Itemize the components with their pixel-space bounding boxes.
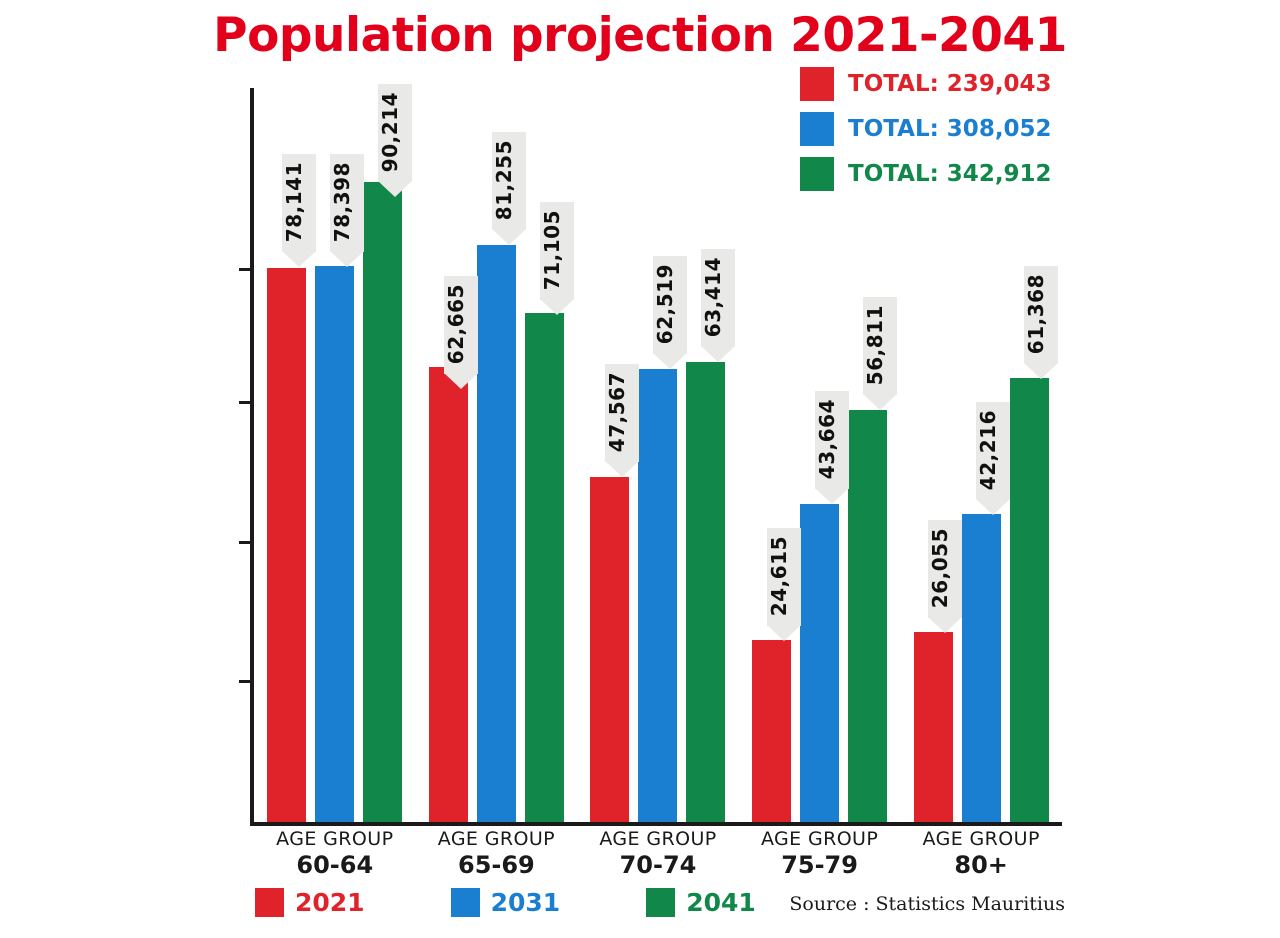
bar-value-callout-2031: 78,398 [330, 154, 364, 252]
bar-group-60-64 [254, 88, 416, 822]
total-label-2031: TOTAL: 308,052 [848, 116, 1052, 142]
bar-value-callout-2041: 61,368 [1024, 266, 1058, 364]
callout-arrow-icon [928, 617, 962, 633]
bar-2021[interactable] [590, 477, 629, 822]
y-axis-tick [239, 268, 252, 271]
legend-swatch-2041 [646, 888, 675, 917]
callout-arrow-icon [1024, 363, 1058, 379]
x-axis-label-80-plus: AGE GROUP 80+ [922, 828, 1040, 879]
bar-2021[interactable] [429, 367, 468, 822]
bar-group-80-plus [900, 88, 1062, 822]
callout-arrow-icon [444, 373, 478, 389]
bar-value-callout-2031: 42,216 [976, 402, 1010, 500]
callout-arrow-icon [863, 394, 897, 410]
legend-label-2021: 2021 [295, 888, 365, 917]
x-axis [250, 822, 1062, 826]
chart-title: Population projection 2021-2041 [213, 8, 1067, 63]
bar-value-callout-2031: 43,664 [815, 391, 849, 489]
bar-value-callout-2031: 81,255 [492, 132, 526, 230]
callout-arrow-icon [330, 251, 364, 267]
bar-2041[interactable] [363, 182, 402, 822]
legend-swatch-2031 [451, 888, 480, 917]
callout-arrow-icon [815, 488, 849, 504]
bar-groups [254, 88, 1062, 822]
bar-value-callout-2041: 71,105 [540, 202, 574, 300]
legend-swatch-2021 [255, 888, 284, 917]
bar-2021[interactable] [914, 632, 953, 822]
bar-2031[interactable] [638, 369, 677, 822]
legend-label-2031: 2031 [490, 888, 561, 917]
legend-label-2041: 2041 [686, 888, 756, 917]
callout-arrow-icon [767, 625, 801, 641]
x-axis-label-60-64: AGE GROUP 60-64 [276, 828, 394, 879]
bar-2031[interactable] [315, 266, 354, 822]
bar-2041[interactable] [525, 313, 564, 822]
total-label-2021: TOTAL: 239,043 [848, 71, 1052, 97]
bar-value-callout-2041: 90,214 [378, 84, 412, 182]
bar-value-callout-2031: 62,519 [653, 256, 687, 354]
bar-value-callout-2041: 63,414 [701, 249, 735, 347]
bar-2041[interactable] [1010, 378, 1049, 822]
total-label-2041: TOTAL: 342,912 [848, 161, 1052, 187]
callout-arrow-icon [282, 251, 316, 267]
callout-arrow-icon [492, 229, 526, 245]
bar-value-callout-2021: 62,665 [444, 276, 478, 374]
bar-2031[interactable] [962, 514, 1001, 822]
bar-group-70-74 [577, 88, 739, 822]
callout-arrow-icon [378, 181, 412, 197]
legend-item-2041[interactable] [646, 888, 756, 917]
callout-arrow-icon [653, 353, 687, 369]
bar-value-callout-2021: 26,055 [928, 520, 962, 618]
callout-arrow-icon [540, 299, 574, 315]
y-axis-tick [239, 680, 252, 683]
legend-item-2021[interactable] [255, 888, 365, 917]
source-caption: Source : Statistics Mauritius [789, 893, 1065, 915]
y-axis-tick [239, 401, 252, 404]
y-axis-tick [239, 541, 252, 544]
legend-item-2031[interactable] [451, 888, 561, 917]
bar-group-65-69 [416, 88, 578, 822]
plot-area [250, 88, 1062, 826]
x-axis-label-65-69: AGE GROUP 65-69 [437, 828, 556, 879]
bar-value-callout-2021: 47,567 [605, 364, 639, 462]
callout-arrow-icon [701, 346, 735, 362]
x-axis-labels [254, 828, 1062, 879]
bar-2021[interactable] [267, 268, 306, 822]
callout-arrow-icon [605, 461, 639, 477]
bar-2021[interactable] [752, 640, 791, 822]
bar-2031[interactable] [800, 504, 839, 822]
bar-value-callout-2021: 24,615 [767, 528, 801, 626]
callout-arrow-icon [976, 499, 1010, 515]
x-axis-label-70-74: AGE GROUP 70-74 [599, 828, 717, 879]
x-axis-label-75-79: AGE GROUP 75-79 [760, 828, 879, 879]
bar-value-callout-2021: 78,141 [282, 154, 316, 252]
series-legend [255, 888, 842, 917]
bar-2041[interactable] [686, 362, 725, 822]
bar-group-75-79 [739, 88, 901, 822]
bar-2041[interactable] [848, 410, 887, 822]
bar-value-callout-2041: 56,811 [863, 297, 897, 395]
bar-2031[interactable] [477, 245, 516, 822]
